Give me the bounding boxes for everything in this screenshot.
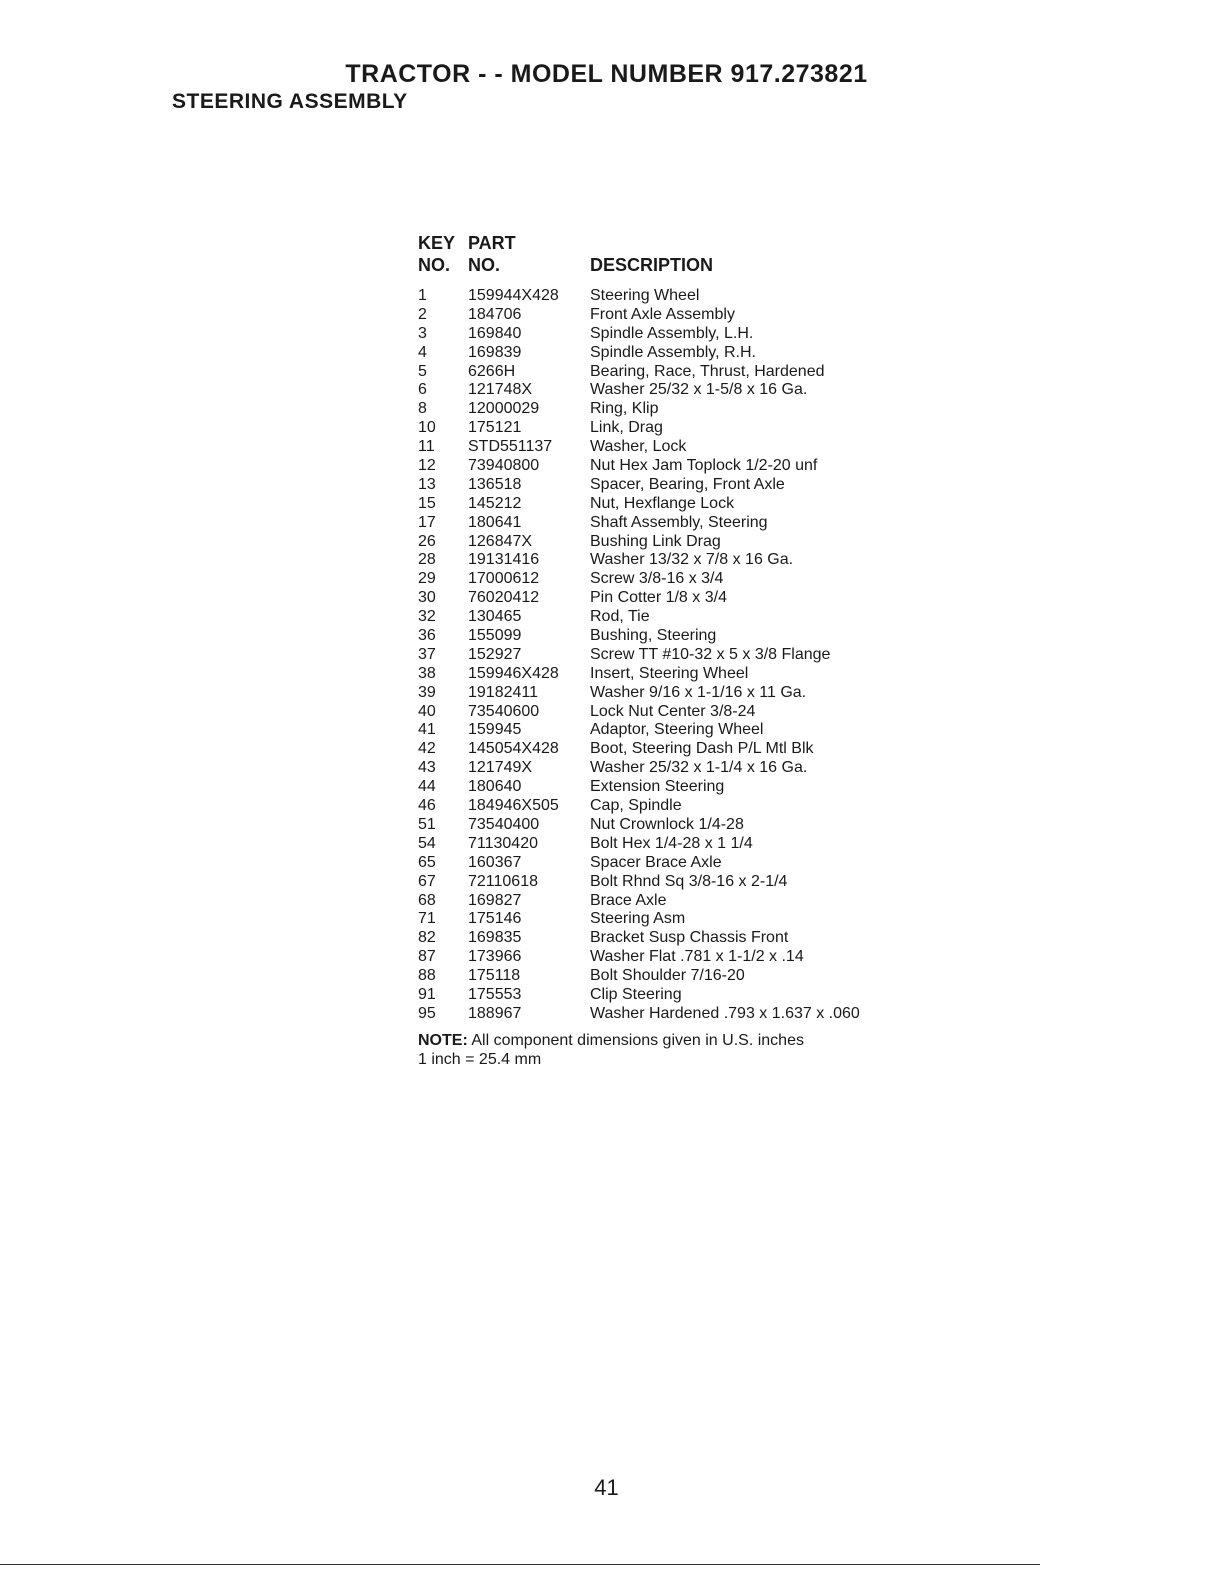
description: Steering Wheel — [590, 287, 700, 304]
table-row — [418, 986, 930, 1005]
bottom-rule — [0, 1564, 1040, 1565]
table-row — [418, 910, 930, 929]
table-header-top — [418, 232, 930, 254]
part-no: 169835 — [468, 929, 522, 947]
table-row — [418, 948, 930, 967]
key-no: 46 — [418, 797, 436, 815]
note — [418, 1031, 930, 1069]
header-key-no: NO. — [418, 255, 451, 275]
key-no: 95 — [418, 1004, 436, 1022]
key-no: 43 — [418, 759, 436, 777]
part-no: 145212 — [468, 494, 522, 512]
table-row — [418, 438, 930, 457]
table-row — [418, 363, 930, 382]
parts-list — [418, 232, 930, 1069]
part-no: 175118 — [468, 967, 521, 985]
table-row — [418, 740, 930, 759]
description: Screw 3/8-16 x 3/4 — [590, 570, 724, 588]
key-no: 10 — [418, 419, 436, 437]
key-no: 6 — [418, 381, 427, 399]
key-no: 88 — [418, 967, 436, 985]
table-row — [418, 646, 930, 665]
description: Bushing, Steering — [590, 627, 717, 645]
description: Nut Crownlock 1/4-28 — [590, 815, 744, 833]
part-no: 12000029 — [468, 400, 540, 418]
key-no: 32 — [418, 608, 436, 626]
part-no: 155099 — [468, 627, 522, 645]
key-no: 54 — [418, 834, 436, 852]
description: Lock Nut Center 3/8-24 — [590, 702, 756, 720]
table-row — [418, 419, 930, 438]
key-no: 68 — [418, 891, 436, 909]
description: Washer 13/32 x 7/8 x 16 Ga. — [590, 551, 794, 569]
description: Boot, Steering Dash P/L Mtl Blk — [590, 740, 814, 758]
part-no: 175553 — [468, 985, 522, 1003]
part-no: 130465 — [468, 608, 522, 626]
table-row — [418, 1005, 930, 1024]
description: Washer, Lock — [590, 438, 687, 456]
table-row — [418, 703, 930, 722]
description: Nut Hex Jam Toplock 1/2-20 unf — [590, 457, 818, 475]
key-no: 2 — [418, 305, 427, 323]
part-no: 19182411 — [468, 683, 538, 701]
description: Insert, Steering Wheel — [590, 664, 749, 682]
key-no: 5 — [418, 362, 427, 380]
part-no: 169839 — [468, 343, 522, 361]
section-title: STEERING ASSEMBLY — [172, 90, 408, 113]
table-row — [418, 344, 930, 363]
table-row — [418, 476, 930, 495]
note-conversion: 1 inch = 25.4 mm — [418, 1050, 542, 1068]
part-no: 180641 — [468, 513, 522, 531]
part-no: 6266H — [468, 362, 516, 380]
description: Clip Steering — [590, 985, 682, 1003]
table-row — [418, 854, 930, 873]
part-no: 184706 — [468, 305, 522, 323]
description: Pin Cotter 1/8 x 3/4 — [590, 589, 727, 607]
header-key-label: KEY — [418, 233, 456, 253]
key-no: 44 — [418, 778, 436, 796]
table-row — [418, 381, 930, 400]
part-no: 73540400 — [468, 815, 540, 833]
key-no: 28 — [418, 551, 436, 569]
description: Bolt Rhnd Sq 3/8-16 x 2-1/4 — [590, 872, 788, 890]
key-no: 40 — [418, 702, 436, 720]
part-no: 76020412 — [468, 589, 540, 607]
description: Spacer, Bearing, Front Axle — [590, 475, 785, 493]
description: Spindle Assembly, R.H. — [590, 343, 756, 361]
part-no: 17000612 — [468, 570, 540, 588]
part-no: 169840 — [468, 324, 522, 342]
table-row — [418, 325, 930, 344]
part-no: 126847X — [468, 532, 533, 550]
table-row — [418, 400, 930, 419]
key-no: 42 — [418, 740, 436, 758]
key-no: 82 — [418, 929, 436, 947]
key-no: 26 — [418, 532, 436, 550]
description: Bearing, Race, Thrust, Hardened — [590, 362, 825, 380]
description: Rod, Tie — [590, 608, 650, 626]
description: Washer 25/32 x 1-5/8 x 16 Ga. — [590, 381, 808, 399]
table-row — [418, 967, 930, 986]
part-no: 180640 — [468, 778, 522, 796]
table-row — [418, 929, 930, 948]
description: Washer Flat .781 x 1-1/2 x .14 — [590, 948, 804, 966]
key-no: 30 — [418, 589, 436, 607]
part-no: 121749X — [468, 759, 533, 777]
table-row — [418, 892, 930, 911]
key-no: 4 — [418, 343, 427, 361]
key-no: 38 — [418, 664, 436, 682]
table-row — [418, 778, 930, 797]
part-no: 121748X — [468, 381, 533, 399]
table-header-bottom — [418, 254, 930, 276]
table-row — [418, 816, 930, 835]
part-no: 188967 — [468, 1004, 522, 1022]
description: Washer Hardened .793 x 1.637 x .060 — [590, 1004, 860, 1022]
note-line — [418, 1031, 930, 1050]
part-no: 19131416 — [468, 551, 540, 569]
table-row — [418, 684, 930, 703]
description: Ring, Klip — [590, 400, 659, 418]
table-row — [418, 533, 930, 552]
key-no: 65 — [418, 853, 436, 871]
description: Bushing Link Drag — [590, 532, 721, 550]
description: Extension Steering — [590, 778, 725, 796]
part-no: 175146 — [468, 910, 522, 928]
key-no: 17 — [418, 513, 436, 531]
table-row — [418, 589, 930, 608]
description: Spacer Brace Axle — [590, 853, 722, 871]
description: Brace Axle — [590, 891, 667, 909]
key-no: 39 — [418, 683, 436, 701]
description: Link, Drag — [590, 419, 663, 437]
table-row — [418, 551, 930, 570]
table-row — [418, 665, 930, 684]
description: Shaft Assembly, Steering — [590, 513, 768, 531]
note-label: NOTE: — [418, 1031, 468, 1049]
table-row — [418, 627, 930, 646]
part-no: STD551137 — [468, 438, 553, 456]
page-number: 41 — [594, 1475, 619, 1500]
key-no: 13 — [418, 475, 436, 493]
table-row — [418, 835, 930, 854]
part-no: 71130420 — [468, 834, 538, 852]
note-text: All component dimensions given in U.S. inches — [467, 1031, 804, 1049]
part-no: 173966 — [468, 948, 522, 966]
description: Front Axle Assembly — [590, 305, 735, 323]
description: Cap, Spindle — [590, 797, 682, 815]
description: Adaptor, Steering Wheel — [590, 721, 764, 739]
key-no: 11 — [418, 438, 435, 456]
table-row — [418, 570, 930, 589]
description: Washer 9/16 x 1-1/16 x 11 Ga. — [590, 683, 807, 701]
key-no: 71 — [418, 910, 436, 928]
description: Nut, Hexflange Lock — [590, 494, 735, 512]
key-no: 36 — [418, 627, 436, 645]
table-body — [418, 287, 930, 1024]
document-title: TRACTOR - - MODEL NUMBER 917.273821 — [345, 60, 868, 88]
description: Spindle Assembly, L.H. — [590, 324, 754, 342]
part-no: 136518 — [468, 475, 522, 493]
key-no: 37 — [418, 645, 436, 663]
description: Steering Asm — [590, 910, 686, 928]
table-row — [418, 514, 930, 533]
part-no: 73540600 — [468, 702, 540, 720]
part-no: 160367 — [468, 853, 522, 871]
header-part-no: NO. — [468, 255, 501, 275]
description: Bracket Susp Chassis Front — [590, 929, 789, 947]
table-row — [418, 457, 930, 476]
part-no: 73940800 — [468, 457, 540, 475]
description: Bolt Shoulder 7/16-20 — [590, 967, 745, 985]
table-row — [418, 306, 930, 325]
part-no: 184946X505 — [468, 797, 559, 815]
table-row — [418, 797, 930, 816]
part-no: 159944X428 — [468, 287, 559, 304]
key-no: 29 — [418, 570, 436, 588]
table-row — [418, 721, 930, 740]
key-no: 67 — [418, 872, 436, 890]
description: Screw TT #10-32 x 5 x 3/8 Flange — [590, 645, 831, 663]
key-no: 91 — [418, 985, 436, 1003]
description: Washer 25/32 x 1-1/4 x 16 Ga. — [590, 759, 808, 777]
key-no: 12 — [418, 457, 436, 475]
header-description: DESCRIPTION — [590, 255, 714, 275]
part-no: 175121 — [468, 419, 522, 437]
key-no: 1 — [418, 287, 427, 304]
header-blank — [590, 232, 910, 254]
table-row — [418, 759, 930, 778]
part-no: 145054X428 — [468, 740, 559, 758]
table-row — [418, 873, 930, 892]
table-row — [418, 287, 930, 306]
table-row — [418, 495, 930, 514]
key-no: 87 — [418, 948, 436, 966]
part-no: 169827 — [468, 891, 522, 909]
part-no: 159946X428 — [468, 664, 559, 682]
key-no: 15 — [418, 494, 436, 512]
key-no: 41 — [418, 721, 436, 739]
key-no: 3 — [418, 324, 427, 342]
part-no: 72110618 — [468, 872, 538, 890]
table-row — [418, 608, 930, 627]
header-part-label: PART — [468, 233, 516, 253]
key-no: 51 — [418, 815, 436, 833]
description: Bolt Hex 1/4-28 x 1 1/4 — [590, 834, 753, 852]
key-no: 8 — [418, 400, 427, 418]
part-no: 152927 — [468, 645, 522, 663]
part-no: 159945 — [468, 721, 522, 739]
